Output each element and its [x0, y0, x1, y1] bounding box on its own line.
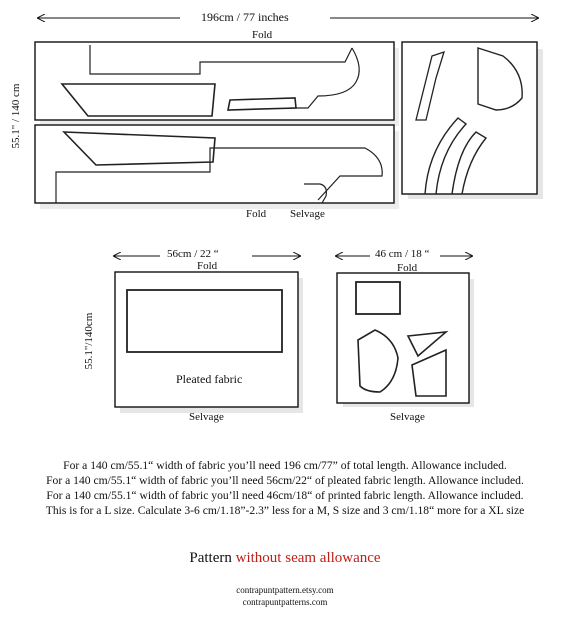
note-line: For a 140 cm/55.1“ width of fabric you’ll need 196 cm/77” of total length. Allowance included. — [63, 459, 507, 472]
title-prefix: Pattern — [189, 550, 236, 566]
pleated-selvage-label: Selvage — [189, 411, 224, 423]
printed-selvage-label: Selvage — [390, 411, 425, 423]
main-selvage-label: Selvage — [290, 208, 325, 220]
title-accent: without seam allowance — [235, 550, 381, 566]
pleated-width-label: 56cm / 22 “ — [164, 248, 222, 260]
shop-link-site[interactable]: contrapuntpatterns.com — [242, 597, 328, 607]
main-height-label: 55.1" / 140 cm — [10, 83, 22, 149]
pleated-fabric-panel — [115, 272, 303, 413]
pleated-fold-label: Fold — [197, 260, 218, 272]
main-fabric-lower-panel — [35, 125, 399, 209]
printed-width-label: 46 cm / 18 “ — [372, 248, 432, 260]
shop-link-etsy[interactable]: contrapuntpattern.etsy.com — [236, 585, 334, 595]
note-line: For a 140 cm/55.1“ width of fabric you’ll need 46cm/18“ of printed fabric length. Allowance included. — [46, 489, 524, 502]
main-fold-top-label: Fold — [252, 29, 273, 41]
printed-fabric-panel — [337, 273, 474, 407]
main-width-label: 196cm / 77 inches — [198, 10, 292, 25]
main-fabric-right-panel — [402, 42, 543, 199]
pleated-piece-label: Pleated fabric — [176, 372, 243, 386]
printed-fold-label: Fold — [397, 262, 418, 274]
note-line: This is for a L size. Calculate 3-6 cm/1.18”-2.3” less for a M, S size and 3 cm/1.18“ more for a XL size — [45, 504, 525, 517]
fabric-requirements-notes — [0, 458, 570, 518]
main-fold-bottom-label: Fold — [246, 208, 267, 220]
pleated-height-label: 55.1"/140cm — [83, 312, 95, 370]
note-line: For a 140 cm/55.1“ width of fabric you’ll need 56cm/22“ of pleated fabric length. Allowance included. — [46, 474, 524, 487]
pattern-title — [0, 550, 570, 567]
main-fabric-upper-panel — [35, 42, 399, 126]
